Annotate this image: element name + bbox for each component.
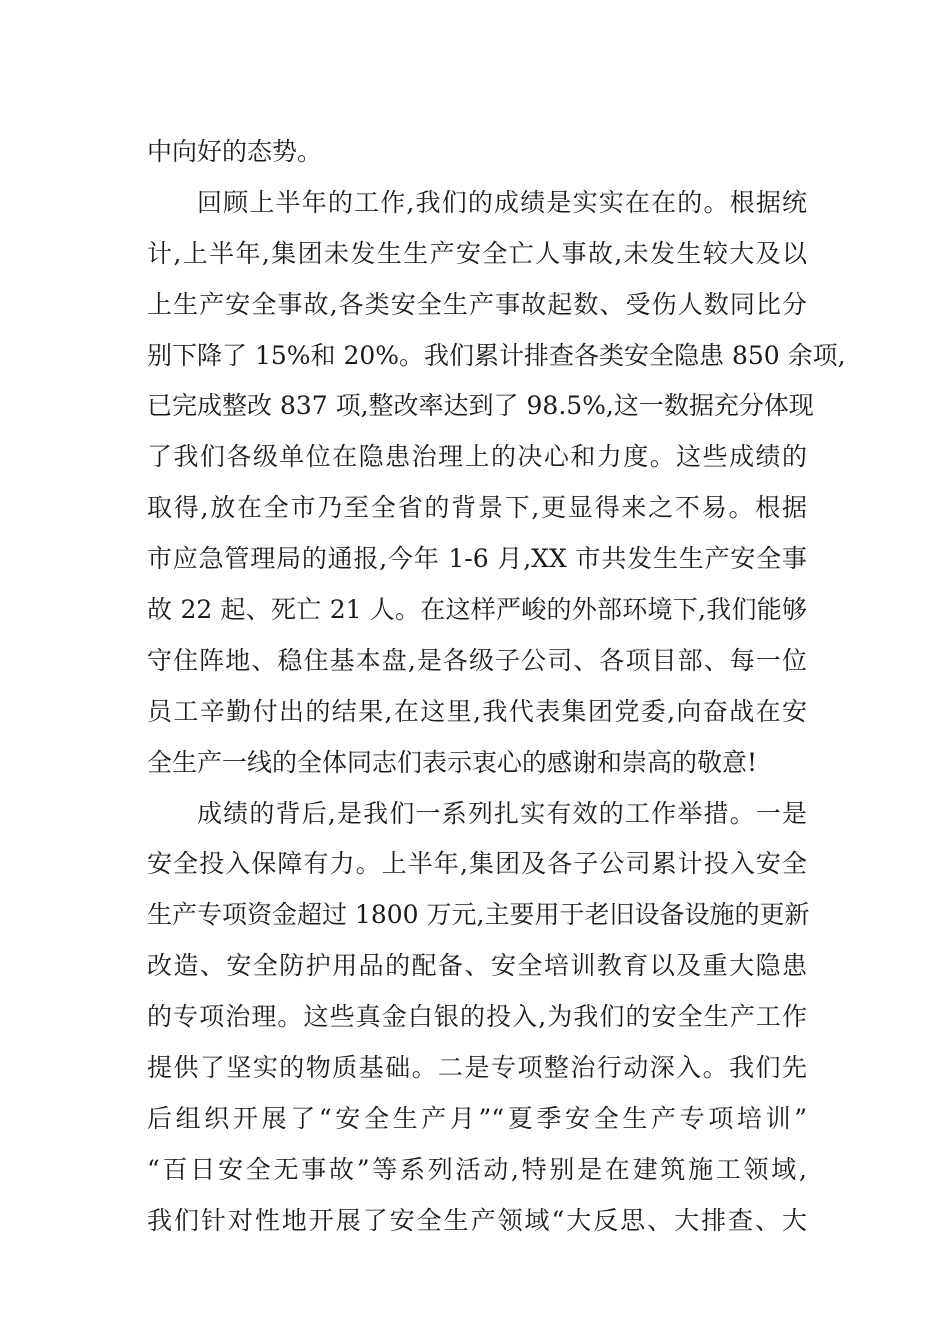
- text-line: 已完成整改 837 项,整改率达到了 98.5%,这一数据充分体现: [147, 391, 814, 421]
- text-line: 生产专项资金超过 1800 万元,主要用于老旧设备设施的更新: [147, 900, 810, 930]
- text-line: “百日安全无事故”等系列活动,特别是在建筑施工领域,: [147, 1154, 807, 1184]
- text-line: 员工辛勤付出的结果,在这里,我代表集团党委,向奋战在安: [147, 696, 807, 726]
- text-line: 别下降了 15%和 20%。我们累计排查各类安全隐患 850 余项,: [147, 340, 846, 370]
- text-line: 了我们各级单位在隐患治理上的决心和力度。这些成绩的: [147, 442, 807, 472]
- text-line: 中向好的态势。: [147, 137, 323, 166]
- text-line: 上生产安全事故,各类安全生产事故起数、受伤人数同比分: [147, 289, 807, 319]
- text-line: 故 22 起、死亡 21 人。在这样严峻的外部环境下,我们能够: [147, 595, 807, 625]
- text-line: 市应急管理局的通报,今年 1-6 月,XX 市共发生生产安全事: [147, 544, 807, 574]
- text-line: 取得,放在全市乃至全省的背景下,更显得来之不易。根据: [147, 493, 807, 523]
- text-line: 改造、安全防护用品的配备、安全培训教育以及重大隐患: [147, 951, 807, 981]
- text-line: 提供了坚实的物质基础。二是专项整治行动深入。我们先: [147, 1053, 807, 1083]
- text-line: 成绩的背后,是我们一系列扎实有效的工作举措。一是: [197, 798, 807, 828]
- text-line: 的专项治理。这些真金白银的投入,为我们的安全生产工作: [147, 1002, 807, 1032]
- text-line: 守住阵地、稳住基本盘,是各级子公司、各项目部、每一位: [147, 645, 807, 675]
- text-line: 后组织开展了“安全生产月”“夏季安全生产专项培训”: [147, 1103, 807, 1133]
- text-line: 安全投入保障有力。上半年,集团及各子公司累计投入安全: [147, 849, 807, 879]
- text-line: 我们针对性地开展了安全生产领域“大反思、大排查、大: [147, 1205, 807, 1235]
- text-line: 回顾上半年的工作,我们的成绩是实实在在的。根据统: [197, 187, 807, 217]
- text-line: 计,上半年,集团未发生生产安全亡人事故,未发生较大及以: [147, 238, 807, 268]
- body-text: [147, 127, 846, 1247]
- text-line: 全生产一线的全体同志们表示衷心的感谢和崇高的敬意!: [147, 747, 758, 777]
